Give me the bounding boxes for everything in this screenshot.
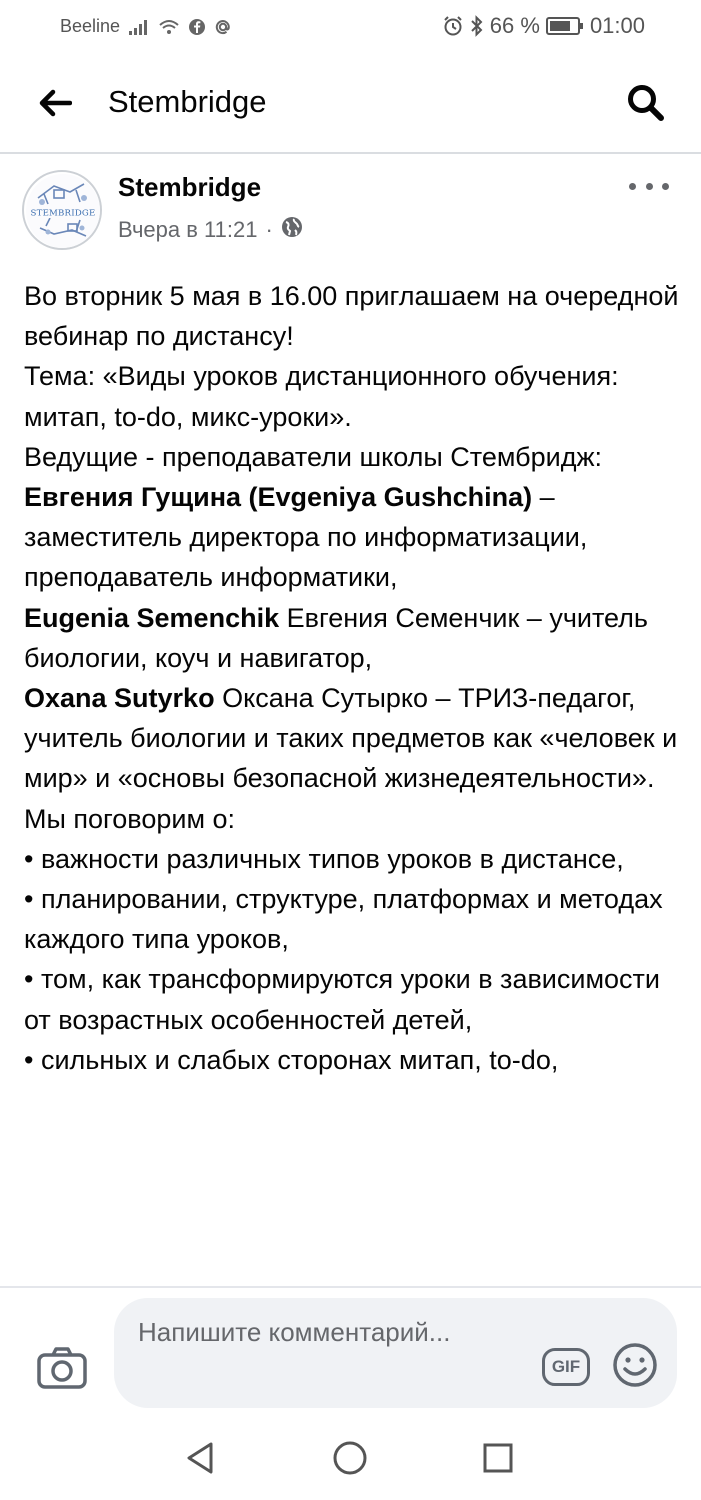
alarm-icon <box>442 15 464 37</box>
gif-button[interactable]: GIF <box>542 1348 590 1386</box>
nav-back-icon <box>185 1441 215 1480</box>
host-description: Евгения Семенчик – учитель биологии, коуч и навигатор, <box>24 602 648 673</box>
svg-text:STEMBRIDGE: STEMBRIDGE <box>30 208 96 219</box>
host-name[interactable]: Oxana Sutyrko <box>24 683 215 714</box>
post-hosts-intro: Ведущие - преподаватели школы Стембридж: <box>24 441 603 472</box>
globe-icon <box>281 216 303 244</box>
signal-icon <box>128 19 150 35</box>
post-timestamp[interactable]: Вчера в 11:21 <box>118 217 258 242</box>
back-button[interactable] <box>30 80 80 130</box>
stembridge-logo-icon <box>24 172 102 250</box>
post-header <box>0 156 701 266</box>
camera-icon <box>37 1347 87 1394</box>
battery-icon <box>546 16 584 36</box>
page-title: Stembridge <box>108 84 267 119</box>
post-body <box>24 276 684 1284</box>
status-bar <box>0 0 701 54</box>
battery-percent: 66 % <box>489 13 540 38</box>
host-entry <box>24 598 684 678</box>
meta-separator: · <box>265 217 273 242</box>
nav-home-icon <box>332 1440 368 1481</box>
emoji-button[interactable] <box>612 1344 658 1390</box>
post-meta <box>118 216 303 244</box>
more-dot <box>646 183 653 190</box>
camera-button[interactable] <box>36 1348 88 1392</box>
avatar[interactable] <box>22 170 102 250</box>
comment-input[interactable] <box>114 1298 677 1408</box>
topic-item: • том, как трансформируются уроки в зависимости от возрастных особенностей детей, <box>24 964 660 1035</box>
search-icon <box>626 83 666 128</box>
post-intro: Во вторник 5 мая в 16.00 приглашаем на очередной вебинар по дистансу! <box>24 281 679 352</box>
host-entry <box>24 678 684 799</box>
post-topics-intro: Мы поговорим о: <box>24 803 236 834</box>
post-topic: Тема: «Виды уроков дистанционного обучения: митап, to-do, микс-уроки». <box>24 361 619 432</box>
arrow-left-icon <box>38 89 72 122</box>
nav-home-button[interactable] <box>328 1438 372 1482</box>
carrier-name: Beeline <box>60 16 121 36</box>
topic-item: • важности различных типов уроков в дистансе, <box>24 843 624 874</box>
emoji-icon <box>612 1342 658 1393</box>
host-description: Оксана Сутырко – ТРИЗ-педагог, учитель биологии и таких предметов как «человек и мир» и «основы безопасной жизнедеятельности». <box>24 683 678 794</box>
at-icon <box>214 18 232 36</box>
bluetooth-icon <box>470 15 484 37</box>
nav-recents-button[interactable] <box>476 1438 520 1482</box>
nav-back-button[interactable] <box>178 1438 222 1482</box>
author-name[interactable]: Stembridge <box>118 172 262 202</box>
nav-recents-icon <box>482 1442 514 1479</box>
more-options-button[interactable] <box>629 174 669 198</box>
facebook-notification-icon <box>188 18 206 36</box>
more-dot <box>662 183 669 190</box>
app-bar <box>0 54 701 154</box>
host-name[interactable]: Eugenia Semenchik <box>24 602 280 633</box>
host-description: – заместитель директора по информатизации, преподаватель информатики, <box>24 482 588 593</box>
topic-item: • сильных и слабых сторонах митап, to-do, <box>24 1044 559 1075</box>
search-button[interactable] <box>621 80 671 130</box>
system-nav-bar <box>0 1418 701 1500</box>
host-name[interactable]: Евгения Гущина (Evgeniya Gushchina) <box>24 482 533 513</box>
status-left <box>60 16 232 37</box>
host-entry <box>24 477 684 598</box>
topic-item: • планировании, структуре, платформах и методах каждого типа уроков, <box>24 884 663 955</box>
status-right <box>442 13 645 39</box>
clock-time: 01:00 <box>589 13 645 38</box>
more-dot <box>629 183 636 190</box>
wifi-icon <box>158 18 180 36</box>
comment-bar <box>0 1286 701 1418</box>
comment-placeholder: Напишите комментарий... <box>138 1317 451 1347</box>
